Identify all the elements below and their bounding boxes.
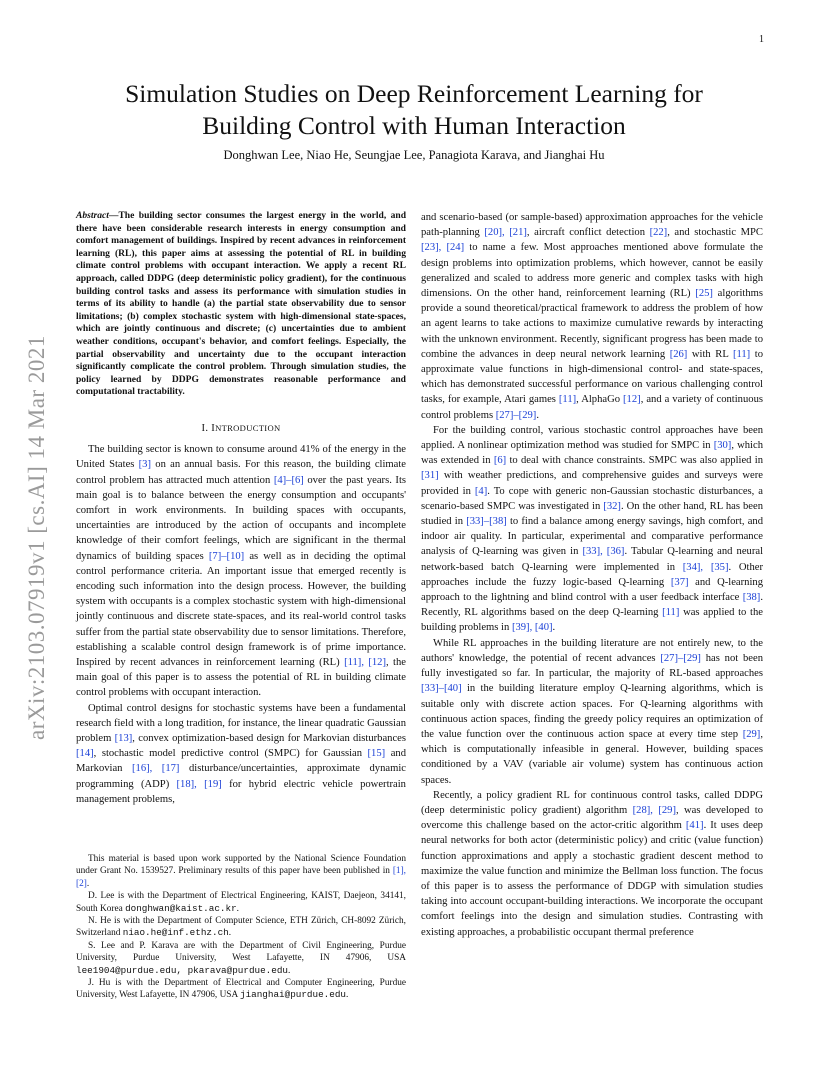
- citation-link[interactable]: [37]: [670, 576, 689, 588]
- text: to deal with chance constraints. SMPC was also applied in: [506, 455, 763, 467]
- section-heading-introduction: [76, 421, 406, 436]
- text: Optimal control designs for stochastic systems have been a fundamental research field with a long tradition, for instance, the linear quadratic Gaussian problem: [76, 702, 406, 744]
- text: , was developed to overcome this challenge based on the actor-critic algorithm: [421, 804, 763, 832]
- citation-link[interactable]: [22]: [649, 227, 668, 239]
- citation-link[interactable]: [11]: [732, 348, 751, 360]
- citation-link[interactable]: [6]: [493, 455, 507, 467]
- citation-link[interactable]: [39], [40]: [511, 622, 553, 634]
- text: Recently, a policy gradient RL for continuous control tasks, called DDPG (deep deterministic policy gradient) algorithm: [421, 789, 763, 816]
- text: to approximate value functions in high-dimensional control- and state-spaces, which has demonstrated successful performance on various challenging control tasks, for example, Atari games: [421, 348, 763, 406]
- citation-link[interactable]: [11]: [558, 394, 577, 406]
- section-numeral: I.: [201, 422, 212, 434]
- text: . On the other hand, RL has been studied in: [421, 500, 763, 528]
- text: to find a balance among energy savings, high comfort, and indoor air quality. In particular, experimental and comparative performance analysis of Q-learning was given in: [421, 516, 764, 558]
- text: was applied to the building problems in: [421, 607, 763, 634]
- text: , which was extended in: [421, 440, 763, 467]
- citation-link[interactable]: [12]: [623, 394, 641, 406]
- abstract-text: —The building sector consumes the largest energy in the world, and there have been considerable research interests in energy consumption and comfort management of buildings. Inspired by recent advances in reinforcement learning (RL), this paper aims at assessing the potential of RL in building climate control problems with occupant interaction. We apply a recent RL approach, called DDPG (deep deterministic policy gradient), for the continuous building control tasks and assess its performance with simulation studies in terms of its ability to handle (a) the partial state observability due to sensor limitations; (b) complex stochastic system with high-dimensional state-spaces, which are jointly continuous and discrete; (c) uncertainties due to ambient weather conditions, occupant's behavior, and comfort feelings. Especially, the partial observability and uncertainty due to the occupant interaction significantly complicate the control problem. Through simulation studies, the policy learned by DDPG demonstrates reasonable performance and computational tractability.: [76, 210, 406, 398]
- text: algorithms provide a sound theoretical/practical framework to address the problem of how an agent learns to take actions to maximize cumulative rewards by interacting with the unknown environment. Recently, significant progress has been made to combine the advances in deep neural network learning: [421, 288, 763, 360]
- citation-link[interactable]: [16], [17]: [132, 763, 180, 775]
- text: and Markovian: [76, 748, 406, 775]
- footnote-author-lee: [76, 890, 406, 915]
- text: .: [228, 928, 232, 939]
- text: and scenario-based (or sample-based) approximation approaches for the vehicle path-planning: [421, 212, 763, 239]
- section-initial: I: [211, 422, 216, 434]
- citation-link[interactable]: [7]–[10]: [208, 550, 245, 562]
- citation-link[interactable]: [23], [24]: [421, 242, 465, 254]
- text: .: [288, 965, 291, 976]
- citation-link[interactable]: [41]: [685, 820, 704, 832]
- citation-link[interactable]: [38]: [742, 592, 761, 604]
- text: with weather predictions, and comprehensive guides and surveys were provided in: [421, 470, 763, 497]
- text: S. Lee and P. Karava are with the Department of Civil Engineering, Purdue University, Purdue University, West Lafayette, IN 47906, USA: [76, 940, 406, 964]
- text: , AlphaGo: [576, 394, 624, 406]
- text: . It uses deep neural networks for both actor (deterministic policy) and critic (value function) function approximations and apply a stochastic gradient descent method to maximize the value function and minimize the Bellman loss function. The focus of this paper is to assess the performance of DDGP with simulation studies taking into account occupant-building interactions. We incorporate the occupant comfort feelings into the design and simulation studies. Contrasting with existing approaches, a probabilistic occupant thermal preference: [421, 820, 763, 938]
- citation-link[interactable]: [14]: [76, 748, 94, 760]
- text: .: [86, 878, 90, 889]
- text: . To cope with generic non-Gaussian stochastic disturbances, a scenario-based SMPC was investigated in: [421, 485, 763, 512]
- citation-link[interactable]: [20], [21]: [484, 227, 527, 239]
- text: , convex optimization-based design for Markovian disturbances: [132, 732, 407, 744]
- footnote-author-he: [76, 915, 406, 940]
- footnote-funding: [76, 853, 406, 890]
- paragraph: [421, 636, 763, 788]
- text: , and stochastic MPC: [667, 227, 763, 239]
- text: as well as in deciding the optimal control performance criteria. An important issue that emerged recently is encoding such information into the design process. However, the building system with occupants is a complex stochastic system with high-dimensional jointly continuous and discrete state-spaces, and its real-world control tasks suffer from the partial state observability due to sensor limitations. Therefore, establishing a scalable control design framework is of prime importance. Inspired by recent advances in reinforcement learning (RL): [76, 550, 406, 668]
- citation-link[interactable]: [32]: [603, 500, 621, 512]
- citation-link[interactable]: [31]: [421, 470, 439, 482]
- text: over the past years. Its main goal is to balance between the energy consumption and occupants' comfort in work environments. In building spaces with occupants, uncertainties are introduced by the action of occupants and incomplete knowledge of their comfort feelings, which are significant in the thermal dynamics of building spaces: [76, 474, 407, 562]
- text: . Tabular Q-learning and neural network-based batch Q-learning were implemented in: [421, 546, 764, 573]
- citation-link[interactable]: [30]: [713, 440, 732, 452]
- footnote-author-hu: [76, 977, 406, 1002]
- paragraph: [421, 210, 763, 423]
- footnote-author-lee-karava: [76, 940, 406, 977]
- text: , and a variety of continuous control problems: [421, 394, 763, 421]
- section-rest: NTRODUCTION: [215, 422, 281, 433]
- citation-link[interactable]: [33]–[40]: [421, 683, 462, 695]
- text: .: [536, 409, 539, 421]
- citation-link[interactable]: [26]: [669, 348, 688, 360]
- author-list: Donghwan Lee, Niao He, Seungjae Lee, Panagiota Karava, and Jianghai Hu: [223, 148, 605, 162]
- citation-link[interactable]: [4]: [474, 485, 488, 497]
- text: with RL: [687, 348, 733, 360]
- footnotes: [76, 853, 406, 1002]
- citation-link[interactable]: [25]: [695, 288, 713, 300]
- text: .: [236, 903, 239, 914]
- title-line-2: Building Control with Human Interaction: [202, 111, 626, 140]
- text: .: [552, 622, 556, 634]
- citation-link[interactable]: [18], [19]: [176, 778, 222, 790]
- text: to name a few. Most approaches mentioned above formulate the design problems into optimization problems, which however, cannot be easily generalized and scaled to address more generic and complex tasks with high dimensions. On the other hand, reinforcement learning (RL): [421, 242, 763, 300]
- page-number: 1: [759, 34, 764, 45]
- text: .: [346, 990, 349, 1001]
- citation-link[interactable]: [11]: [662, 607, 680, 619]
- left-column: [76, 210, 406, 807]
- text: disturbance/uncertainties, approximate dynamic programming (ADP): [76, 763, 406, 790]
- citation-link[interactable]: [1], [2]: [76, 866, 406, 889]
- email-link[interactable]: jianghai@purdue.edu: [239, 989, 346, 1001]
- text: , stochastic model predictive control (SMPC) for Gaussian: [93, 748, 368, 760]
- text: , which is computationally infeasible in general. However, building spaces conditioned by a VAV (variable air volume) system has continuous action spaces.: [421, 728, 763, 786]
- text: , the main goal of this paper is to assess the potential of RL in building climate control problems with occupant interaction.: [76, 656, 406, 699]
- citation-link[interactable]: [13]: [114, 732, 133, 744]
- citation-link[interactable]: [33], [36]: [582, 546, 625, 558]
- text: for hybrid electric vehicle powertrain management problems,: [76, 778, 406, 805]
- citation-link[interactable]: [15]: [367, 748, 386, 760]
- text: This material is based upon work supported by the National Science Foundation under Grant No. 1539527. Preliminary results of this paper have been published in: [76, 854, 406, 877]
- text: The building sector is known to consume around 41% of the energy in the United States: [76, 444, 406, 471]
- citation-link[interactable]: [3]: [138, 459, 152, 471]
- text: in the building literature employ Q-learning algorithms, which is suitable only with discrete action spaces. For Q-learning algorithms with continuous action spaces, finding the greedy policy requires an optimization of the value function over the continuous action space at every time step: [421, 683, 763, 740]
- right-column: [421, 210, 763, 940]
- citation-link[interactable]: [33]–[38]: [466, 516, 507, 528]
- email-link[interactable]: lee1904@purdue.edu, pkarava@purdue.edu: [76, 964, 289, 976]
- email-link[interactable]: donghwan@kaist.ac.kr: [125, 902, 237, 914]
- text: For the building control, various stochastic control approaches have been applied. A nonlinear optimization method was studied for SMPC in: [421, 424, 763, 452]
- text: has not been fully investigated so far. In particular, the majority of RL-based approaches: [421, 652, 764, 680]
- citation-link[interactable]: [29]: [742, 728, 761, 740]
- citation-link[interactable]: [27]–[29]: [495, 409, 537, 421]
- text: . Other approaches include the fuzzy logic-based Q-learning: [421, 561, 763, 588]
- text: D. Lee is with the Department of Electrical Engineering, KAIST, Daejeon, 34141, South Korea: [76, 891, 406, 914]
- text: on an annual basis. For this reason, the building climate control problem has attracted much attention: [76, 459, 406, 486]
- paragraph: [421, 423, 763, 636]
- text: J. Hu is with the Department of Electrical and Computer Engineering, Purdue University, West Lafayette, IN 47906, USA: [76, 978, 406, 1001]
- text: and Q-learning approach to the lightning and blind control with a user feedback interface: [421, 576, 763, 604]
- abstract-lead: Abstract: [76, 210, 109, 221]
- paragraph: [76, 701, 406, 807]
- citation-link[interactable]: [34], [35]: [682, 561, 729, 573]
- citation-link[interactable]: [4]–[6]: [273, 474, 304, 486]
- paragraph: [76, 442, 406, 700]
- text: N. He is with the Department of Computer Science, ETH Zürich, CH-8092 Zürich, Switzerland: [76, 916, 406, 939]
- text: . Recently, RL algorithms based on the deep Q-learning: [421, 592, 763, 619]
- citation-link[interactable]: [11], [12]: [344, 656, 387, 668]
- text: , aircraft conflict detection: [526, 227, 650, 239]
- text: While RL approaches in the building literature are not entirely new, to the authors' knowledge, the potential of recent advances: [421, 637, 763, 664]
- citation-link[interactable]: [28], [29]: [632, 804, 676, 816]
- title-line-1: Simulation Studies on Deep Reinforcement Learning for: [125, 79, 703, 108]
- citation-link[interactable]: [27]–[29]: [660, 652, 701, 664]
- arxiv-stamp: arXiv:2103.07919v1 [cs.AI] 14 Mar 2021: [24, 335, 49, 740]
- abstract: [76, 210, 406, 399]
- email-link[interactable]: niao.he@inf.ethz.ch: [122, 927, 229, 939]
- paper-title: [60, 78, 768, 142]
- paragraph: [421, 788, 763, 940]
